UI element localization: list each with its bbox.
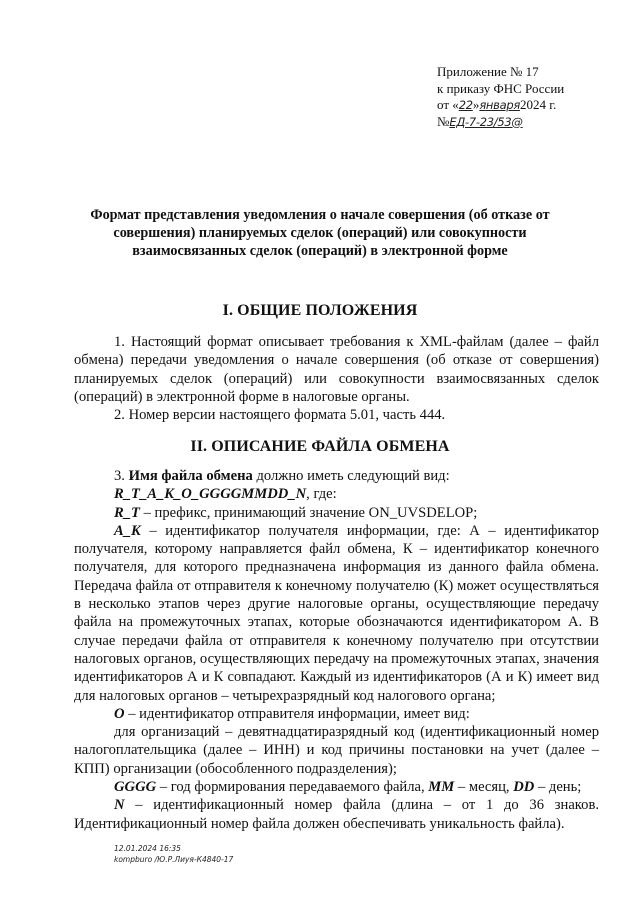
- ak-definition: [74, 522, 599, 705]
- paragraph-1: 1. Настоящий формат описывает требования к XML-файлам (далее – файл обмена) передачи уведомления о начале совершения (об отказе от совершения) планируемых сделок (операций) или совокупности взаимосвязанных сделок (операций) в электронной форме в налоговые органы.: [74, 334, 599, 405]
- appendix-number: Приложение № 17: [437, 64, 539, 79]
- paragraph-2: 2. Номер версии настоящего формата 5.01, часть 444.: [114, 407, 446, 424]
- document-title: Формат представления уведомления о начале совершения (об отказе от совершения) планируемых сделок (операций) или совокупности взаимосвязанных сделок (операций) в электронной форме: [90, 207, 550, 259]
- o-definition: [74, 705, 599, 723]
- section-heading-1: I. ОБЩИЕ ПОЛОЖЕНИЯ: [222, 302, 418, 319]
- mm-label: MM: [428, 779, 455, 796]
- mm-text: – месяц,: [454, 779, 514, 796]
- n-definition: [74, 796, 599, 833]
- n-text: – идентификационный номер файла (длина – от 1 до 36 знаков. Идентификационный номер файла должен обеспечивать уникальность файла).: [74, 797, 599, 832]
- section-2-body: [74, 467, 599, 833]
- section-heading-2: II. ОПИСАНИЕ ФАЙЛА ОБМЕНА: [190, 438, 450, 455]
- o-label: O: [114, 705, 125, 722]
- pattern-code: R_T_A_K_O_GGGGMMDD_N: [114, 486, 307, 503]
- rt-definition: [74, 504, 599, 522]
- org-definition: для организаций – девятнадцатиразрядный код (идентификационный номер налогоплательщика (далее – ИНН) и код причины постановки на учет (далее – КПП) организации (обособленного подразделения);: [74, 724, 599, 777]
- ak-text: – идентификатор получателя информации, где: А – идентификатор получателя, которому направляется файл обмена, К – идентификатор конечного получателя, для которого предназначена информация из данного файла обмена. Передача файла от отправителя к конечному получателю (К) может осуществляться в несколько этапов через другие налоговые органы, осуществляющие передачу файла на промежуточных этапах, которые обозначаются идентификатором А. В случае передачи файла от отправителя к конечному получателю при отсутствии налоговых органов, осуществляющих передачу на промежуточных этапах, значения идентификаторов А и К совпадают. Каждый из идентификаторов (А и К) имеет вид для налоговых органов – четырехразрядный код налогового органа;: [74, 522, 599, 704]
- footer-timestamp: 12.01.2024 16:35: [114, 844, 181, 853]
- date-prefix: от «: [437, 97, 459, 112]
- appendix-order-ref: к приказу ФНС России: [437, 80, 565, 96]
- appendix-order-number: [437, 114, 564, 131]
- paragraph-3: [74, 467, 599, 485]
- date-mid: »: [472, 97, 480, 112]
- file-name-pattern: [74, 485, 599, 503]
- section-1-body: [74, 333, 599, 424]
- appendix-block: [437, 64, 564, 130]
- order-number: ЕД-7-23/53@: [449, 114, 523, 129]
- date-components-definition: [74, 778, 599, 796]
- date-month: января: [479, 98, 520, 112]
- date-year: 2024 г.: [520, 97, 557, 112]
- dd-text: – день;: [534, 779, 582, 796]
- rt-text: – префикс, принимающий значение ON_UVSDELOP;: [139, 504, 478, 521]
- gggg-text: – год формирования передаваемого файла,: [156, 779, 429, 796]
- rt-label: R_T: [114, 504, 140, 521]
- dd-label: DD: [513, 779, 535, 796]
- appendix-date: [437, 97, 564, 114]
- o-text: – идентификатор отправителя информации, имеет вид:: [124, 705, 470, 722]
- footer-file-ref: kompburo /Ю.Р.Лиуя-К4840-17: [114, 854, 234, 864]
- n-label: N: [114, 797, 125, 814]
- p3-term: Имя файла обмена: [128, 468, 253, 484]
- gggg-label: GGGG: [114, 779, 157, 796]
- ak-label: A_K: [114, 522, 141, 539]
- pattern-suffix: , где:: [306, 486, 337, 503]
- p3-text: должно иметь следующий вид:: [252, 468, 450, 484]
- number-prefix: №: [437, 113, 450, 129]
- date-day: 22: [458, 98, 473, 112]
- print-footer: [114, 844, 233, 865]
- p3-number: 3.: [114, 468, 129, 484]
